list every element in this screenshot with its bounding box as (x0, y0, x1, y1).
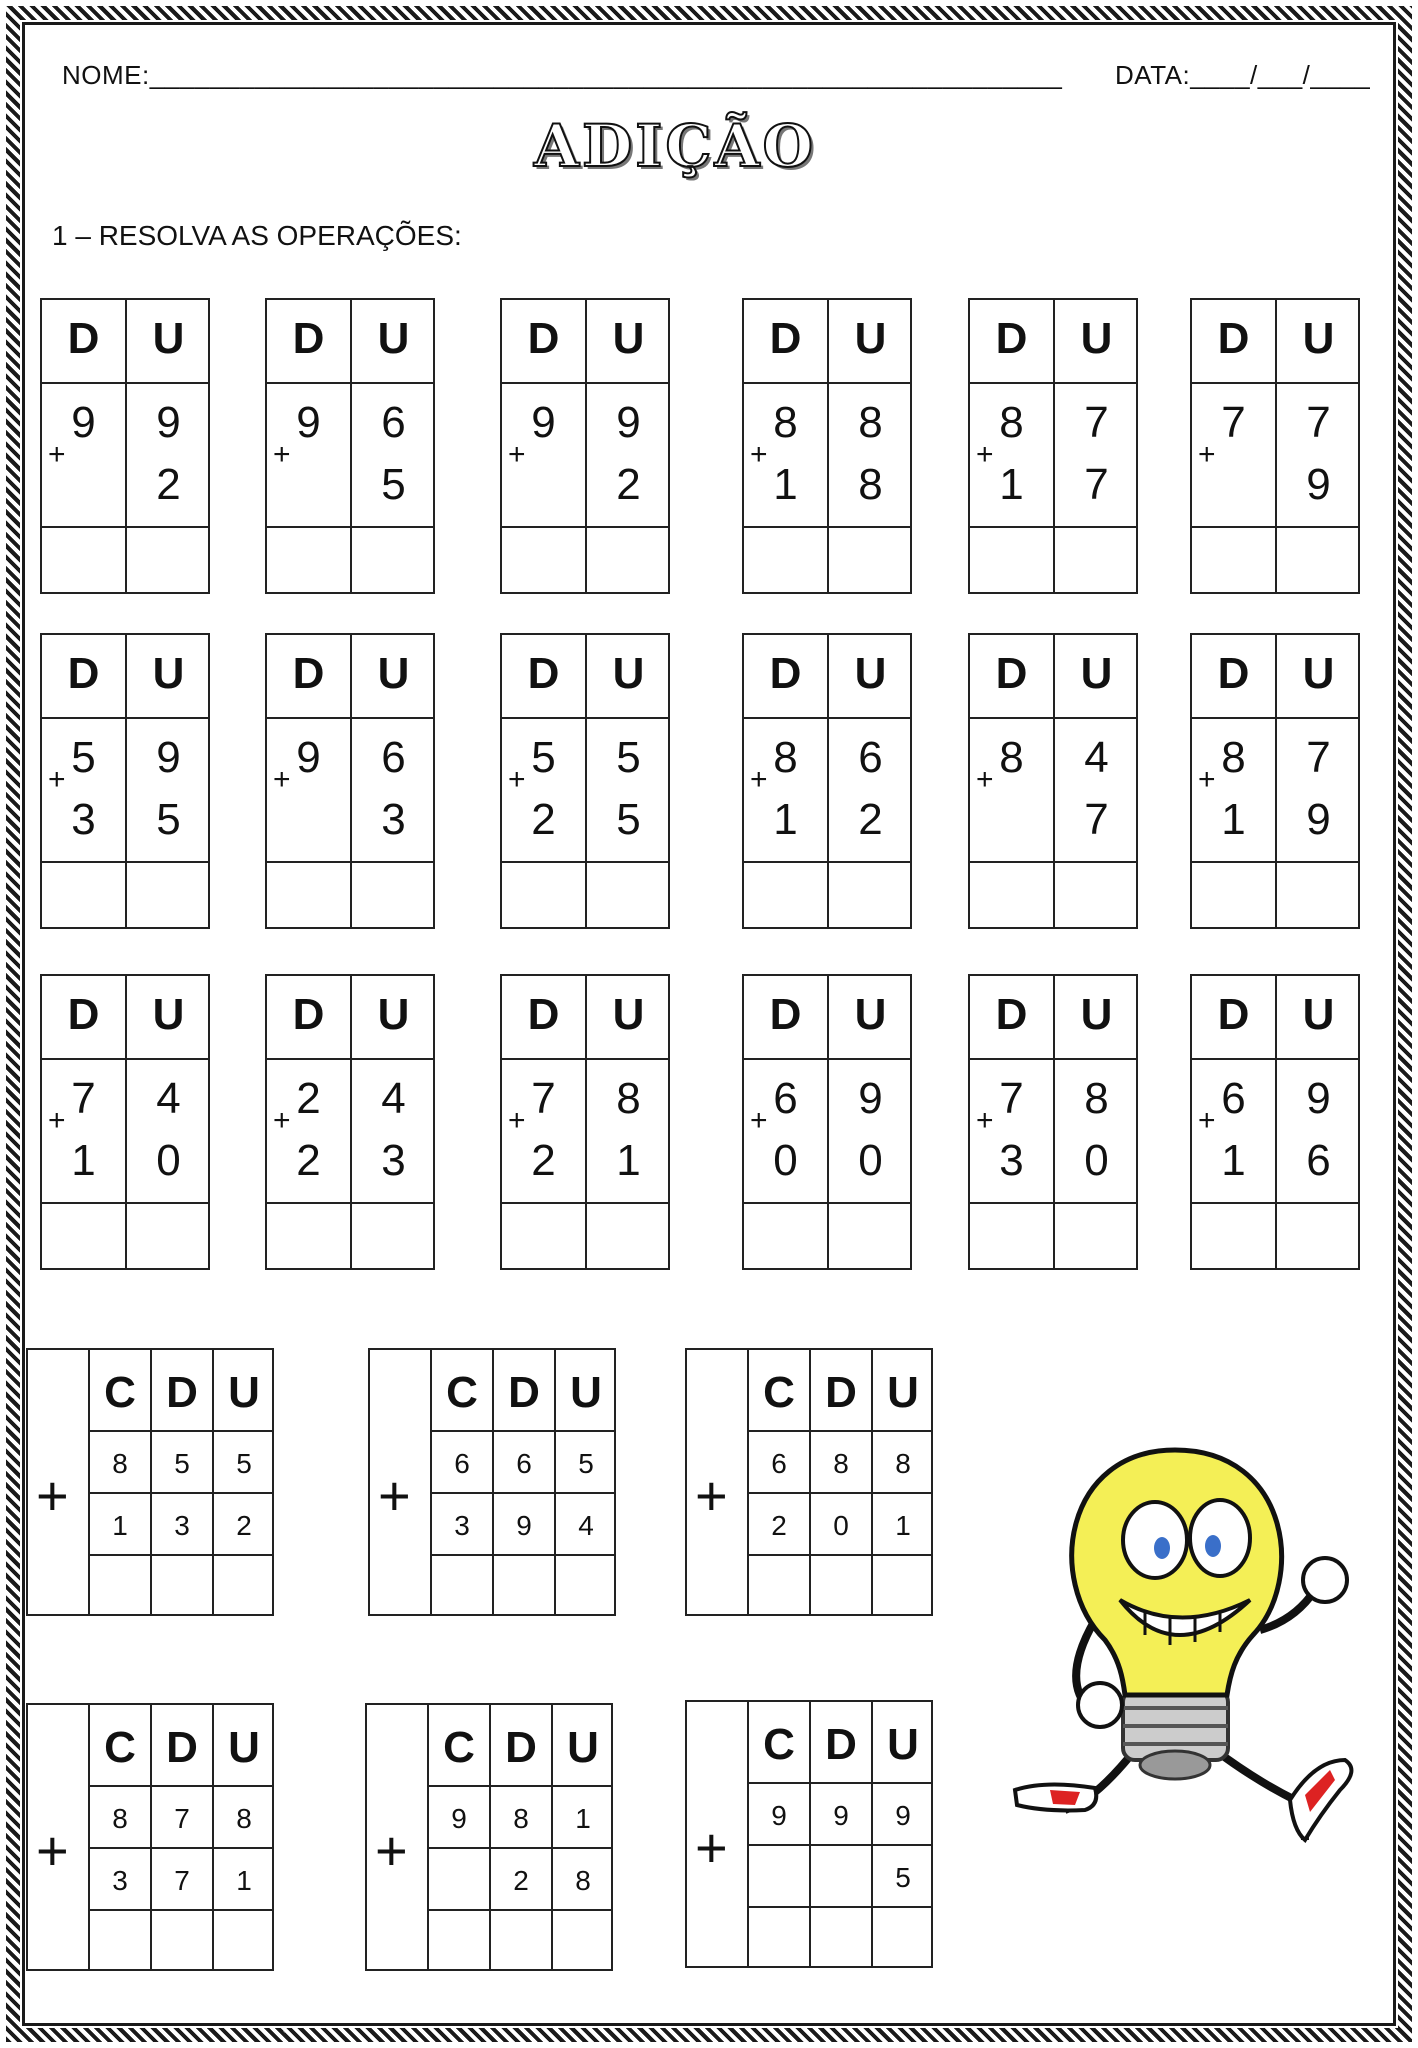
units-digit-1: 4 (1084, 733, 1109, 782)
row2-digit: 2 (771, 1510, 787, 1541)
plus-sign: + (1198, 1104, 1216, 1137)
plus-sign: + (695, 1816, 728, 1879)
answer-cell[interactable] (214, 1911, 274, 1969)
du-problem (265, 633, 435, 929)
row2-digit: 1 (895, 1510, 911, 1541)
header-u: U (887, 1368, 919, 1417)
tens-digit-1: 8 (999, 733, 1024, 782)
units-digit-1: 6 (381, 733, 406, 782)
plus-sign: + (375, 1819, 408, 1882)
plus-sign: + (1198, 763, 1216, 796)
du-problem (968, 633, 1138, 929)
header-u: U (887, 1720, 919, 1769)
header-d: D (508, 1368, 540, 1417)
answer-units-cell[interactable] (829, 1204, 912, 1270)
header-d: D (769, 314, 802, 363)
plus-sign: + (695, 1464, 728, 1527)
row1-digit: 8 (112, 1448, 128, 1479)
header-d: D (995, 314, 1028, 363)
header-d: D (825, 1720, 857, 1769)
tens-digit-2: 2 (531, 1136, 556, 1185)
du-problem (40, 298, 210, 594)
header-u: U (377, 649, 410, 698)
header-u: U (1080, 314, 1113, 363)
row2-digit: 5 (895, 1862, 911, 1893)
plus-sign: + (750, 1104, 768, 1137)
header-d: D (1217, 990, 1250, 1039)
tens-digit-1: 2 (296, 1074, 321, 1123)
row2-digit: 2 (236, 1510, 252, 1541)
row2-digit: 2 (513, 1865, 529, 1896)
plus-sign: + (36, 1464, 69, 1527)
answer-units-cell[interactable] (352, 863, 435, 929)
units-digit-2: 1 (616, 1136, 641, 1185)
tens-digit-1: 9 (531, 398, 556, 447)
tens-digit-1: 8 (773, 398, 798, 447)
answer-units-cell[interactable] (829, 528, 912, 594)
answer-tens-cell[interactable] (502, 863, 585, 929)
answer-tens-cell[interactable] (1192, 1204, 1275, 1270)
du-problem (742, 633, 912, 929)
units-digit-2: 5 (381, 460, 406, 509)
answer-units-cell[interactable] (829, 863, 912, 929)
row2-digit: 1 (236, 1865, 252, 1896)
du-problem (500, 298, 670, 594)
header-c: C (446, 1368, 478, 1417)
units-digit-2: 2 (858, 795, 883, 844)
tens-digit-1: 6 (1221, 1074, 1246, 1123)
name-field[interactable]: NOME:_____________________________________________________________ (62, 60, 1063, 90)
tens-digit-2: 1 (999, 460, 1024, 509)
units-digit-2: 7 (1084, 795, 1109, 844)
header-u: U (612, 990, 645, 1039)
row2-digit: 3 (454, 1510, 470, 1541)
answer-tens-cell[interactable] (267, 1204, 350, 1270)
tens-digit-1: 5 (71, 733, 96, 782)
answer-units-cell[interactable] (127, 528, 210, 594)
header-u: U (228, 1368, 260, 1417)
plus-sign: + (273, 763, 291, 796)
tens-digit-2: 2 (531, 795, 556, 844)
header-d: D (825, 1368, 857, 1417)
header-d: D (292, 649, 325, 698)
du-problem (1190, 633, 1360, 929)
row1-digit: 5 (236, 1448, 252, 1479)
answer-tens-cell[interactable] (744, 1204, 827, 1270)
units-digit-1: 4 (156, 1074, 181, 1123)
tens-digit-1: 8 (1221, 733, 1246, 782)
du-problem (742, 974, 912, 1270)
units-digit-1: 8 (616, 1074, 641, 1123)
plus-sign: + (750, 438, 768, 471)
row1-digit: 8 (112, 1803, 128, 1834)
du-problem (968, 974, 1138, 1270)
header-u: U (612, 649, 645, 698)
answer-cell[interactable] (90, 1911, 150, 1969)
header-d: D (527, 314, 560, 363)
units-digit-2: 5 (616, 795, 641, 844)
answer-tens-cell[interactable] (744, 863, 827, 929)
header-d: D (995, 990, 1028, 1039)
answer-tens-cell[interactable] (42, 528, 125, 594)
units-digit-1: 9 (156, 398, 181, 447)
plus-sign: + (976, 763, 994, 796)
row1-digit: 8 (513, 1803, 529, 1834)
tens-digit-2: 1 (1221, 795, 1246, 844)
row1-digit: 9 (895, 1800, 911, 1831)
du-problem (500, 974, 670, 1270)
header-u: U (854, 649, 887, 698)
header-u: U (377, 990, 410, 1039)
answer-tens-cell[interactable] (970, 863, 1053, 929)
answer-units-cell[interactable] (1055, 863, 1138, 929)
header-u: U (1080, 990, 1113, 1039)
answer-cell[interactable] (152, 1911, 212, 1969)
tens-digit-1: 8 (999, 398, 1024, 447)
cdu-problem (26, 1703, 274, 1971)
row2-digit: 3 (174, 1510, 190, 1541)
header-u: U (1302, 314, 1335, 363)
header-u: U (152, 649, 185, 698)
units-digit-1: 4 (381, 1074, 406, 1123)
row1-digit: 6 (771, 1448, 787, 1479)
answer-tens-cell[interactable] (1192, 863, 1275, 929)
du-problem (968, 298, 1138, 594)
plus-sign: + (378, 1464, 411, 1527)
units-digit-2: 9 (1306, 460, 1331, 509)
answer-cell[interactable] (749, 1908, 809, 1966)
answer-tens-cell[interactable] (42, 863, 125, 929)
row1-digit: 8 (833, 1448, 849, 1479)
units-digit-1: 5 (616, 733, 641, 782)
plus-sign: + (48, 1104, 66, 1137)
row1-digit: 8 (895, 1448, 911, 1479)
plus-sign: + (36, 1819, 69, 1882)
row1-digit: 6 (516, 1448, 532, 1479)
date-field[interactable]: DATA:____/___/____ (1115, 60, 1371, 90)
answer-cell[interactable] (90, 1556, 150, 1614)
units-digit-2: 6 (1306, 1136, 1331, 1185)
row2-digit: 4 (578, 1510, 594, 1541)
header-u: U (152, 990, 185, 1039)
answer-tens-cell[interactable] (744, 528, 827, 594)
header-u: U (1302, 990, 1335, 1039)
units-digit-2: 3 (381, 1136, 406, 1185)
answer-cell[interactable] (491, 1911, 551, 1969)
units-digit-1: 7 (1306, 733, 1331, 782)
answer-units-cell[interactable] (1277, 1204, 1360, 1270)
answer-units-cell[interactable] (1055, 528, 1138, 594)
answer-tens-cell[interactable] (1192, 528, 1275, 594)
units-digit-2: 2 (156, 460, 181, 509)
header-c: C (763, 1368, 795, 1417)
answer-units-cell[interactable] (1055, 1204, 1138, 1270)
units-digit-2: 8 (858, 460, 883, 509)
header-d: D (166, 1368, 198, 1417)
header-d: D (292, 314, 325, 363)
units-digit-1: 9 (1306, 1074, 1331, 1123)
tens-digit-1: 9 (71, 398, 96, 447)
answer-units-cell[interactable] (587, 528, 670, 594)
header-u: U (612, 314, 645, 363)
row2-digit: 9 (516, 1510, 532, 1541)
answer-cell[interactable] (494, 1556, 554, 1614)
header-d: D (505, 1723, 537, 1772)
row1-digit: 5 (578, 1448, 594, 1479)
units-digit-2: 0 (858, 1136, 883, 1185)
header-u: U (854, 314, 887, 363)
header-d: D (67, 649, 100, 698)
header-d: D (1217, 649, 1250, 698)
units-digit-2: 0 (156, 1136, 181, 1185)
units-digit-1: 6 (381, 398, 406, 447)
du-problem (40, 974, 210, 1270)
header-d: D (769, 649, 802, 698)
units-digit-2: 0 (1084, 1136, 1109, 1185)
light-bulb-mascot-icon (1005, 1420, 1385, 1890)
answer-units-cell[interactable] (352, 1204, 435, 1270)
tens-digit-2: 3 (999, 1136, 1024, 1185)
tens-digit-1: 7 (531, 1074, 556, 1123)
answer-cell[interactable] (873, 1908, 933, 1966)
tens-digit-2: 1 (773, 795, 798, 844)
cdu-problem (685, 1348, 933, 1616)
units-digit-1: 9 (156, 733, 181, 782)
answer-tens-cell[interactable] (267, 863, 350, 929)
tens-digit-2: 1 (1221, 1136, 1246, 1185)
row2-digit: 0 (833, 1510, 849, 1541)
plus-sign: + (508, 763, 526, 796)
answer-units-cell[interactable] (127, 1204, 210, 1270)
plus-sign: + (273, 438, 291, 471)
header-u: U (570, 1368, 602, 1417)
row2-digit: 1 (112, 1510, 128, 1541)
answer-units-cell[interactable] (587, 863, 670, 929)
tens-digit-1: 9 (296, 398, 321, 447)
answer-units-cell[interactable] (1277, 863, 1360, 929)
header-d: D (769, 990, 802, 1039)
plus-sign: + (273, 1104, 291, 1137)
units-digit-2: 2 (616, 460, 641, 509)
header-u: U (152, 314, 185, 363)
units-digit-1: 7 (1084, 398, 1109, 447)
header-u: U (854, 990, 887, 1039)
plus-sign: + (976, 438, 994, 471)
plus-sign: + (508, 1104, 526, 1137)
row1-digit: 5 (174, 1448, 190, 1479)
plus-sign: + (976, 1104, 994, 1137)
units-digit-2: 7 (1084, 460, 1109, 509)
plus-sign: + (508, 438, 526, 471)
cdu-problem (368, 1348, 616, 1616)
tens-digit-1: 5 (531, 733, 556, 782)
cdu-problem (365, 1703, 613, 1971)
tens-digit-1: 7 (1221, 398, 1246, 447)
header-d: D (166, 1723, 198, 1772)
tens-digit-1: 9 (296, 733, 321, 782)
units-digit-1: 7 (1306, 398, 1331, 447)
header-d: D (67, 314, 100, 363)
answer-tens-cell[interactable] (502, 528, 585, 594)
row1-digit: 9 (771, 1800, 787, 1831)
answer-tens-cell[interactable] (502, 1204, 585, 1270)
tens-digit-2: 1 (773, 460, 798, 509)
tens-digit-1: 7 (999, 1074, 1024, 1123)
header-u: U (377, 314, 410, 363)
units-digit-2: 9 (1306, 795, 1331, 844)
du-problem (1190, 298, 1360, 594)
answer-units-cell[interactable] (587, 1204, 670, 1270)
du-problem (40, 633, 210, 929)
row1-digit: 9 (451, 1803, 467, 1834)
du-problem (742, 298, 912, 594)
answer-cell[interactable] (556, 1556, 616, 1614)
header-c: C (104, 1723, 136, 1772)
tens-digit-1: 6 (773, 1074, 798, 1123)
plus-sign: + (48, 763, 66, 796)
tens-digit-2: 0 (773, 1136, 798, 1185)
units-digit-1: 8 (1084, 1074, 1109, 1123)
answer-units-cell[interactable] (352, 528, 435, 594)
header-c: C (763, 1720, 795, 1769)
answer-tens-cell[interactable] (970, 528, 1053, 594)
tens-digit-2: 1 (71, 1136, 96, 1185)
du-problem (265, 298, 435, 594)
row2-digit: 7 (174, 1865, 190, 1896)
header-u: U (228, 1723, 260, 1772)
row1-digit: 6 (454, 1448, 470, 1479)
answer-cell[interactable] (749, 1556, 809, 1614)
tens-digit-2: 3 (71, 795, 96, 844)
header-d: D (1217, 314, 1250, 363)
du-problem (265, 974, 435, 1270)
header-d: D (527, 990, 560, 1039)
header-d: D (995, 649, 1028, 698)
row1-digit: 1 (575, 1803, 591, 1834)
answer-cell[interactable] (811, 1908, 871, 1966)
header-d: D (527, 649, 560, 698)
plus-sign: + (48, 438, 66, 471)
answer-cell[interactable] (429, 1911, 489, 1969)
tens-digit-1: 7 (71, 1074, 96, 1123)
answer-cell[interactable] (553, 1911, 613, 1969)
units-digit-2: 3 (381, 795, 406, 844)
header-d: D (67, 990, 100, 1039)
cdu-problem (685, 1700, 933, 1968)
header-u: U (567, 1723, 599, 1772)
units-digit-1: 9 (858, 1074, 883, 1123)
units-digit-1: 9 (616, 398, 641, 447)
units-digit-1: 6 (858, 733, 883, 782)
du-problem (500, 633, 670, 929)
page-title: ADIÇÃO (533, 112, 817, 180)
row2-digit: 8 (575, 1865, 591, 1896)
header-u: U (1302, 649, 1335, 698)
row1-digit: 9 (833, 1800, 849, 1831)
answer-cell[interactable] (432, 1556, 492, 1614)
units-digit-1: 8 (858, 398, 883, 447)
row1-digit: 7 (174, 1803, 190, 1834)
header-c: C (443, 1723, 475, 1772)
header-d: D (292, 990, 325, 1039)
answer-tens-cell[interactable] (970, 1204, 1053, 1270)
tens-digit-1: 8 (773, 733, 798, 782)
plus-sign: + (1198, 438, 1216, 471)
answer-cell[interactable] (811, 1556, 871, 1614)
plus-sign: + (750, 763, 768, 796)
du-problem (1190, 974, 1360, 1270)
header-u: U (1080, 649, 1113, 698)
tens-digit-2: 2 (296, 1136, 321, 1185)
row1-digit: 8 (236, 1803, 252, 1834)
units-digit-2: 5 (156, 795, 181, 844)
answer-tens-cell[interactable] (42, 1204, 125, 1270)
answer-units-cell[interactable] (127, 863, 210, 929)
answer-cell[interactable] (873, 1556, 933, 1614)
answer-cell[interactable] (152, 1556, 212, 1614)
answer-cell[interactable] (214, 1556, 274, 1614)
row2-digit: 3 (112, 1865, 128, 1896)
answer-tens-cell[interactable] (267, 528, 350, 594)
answer-units-cell[interactable] (1277, 528, 1360, 594)
header-c: C (104, 1368, 136, 1417)
cdu-problem (26, 1348, 274, 1616)
instruction-text: 1 – RESOLVA AS OPERAÇÕES: (52, 220, 462, 251)
